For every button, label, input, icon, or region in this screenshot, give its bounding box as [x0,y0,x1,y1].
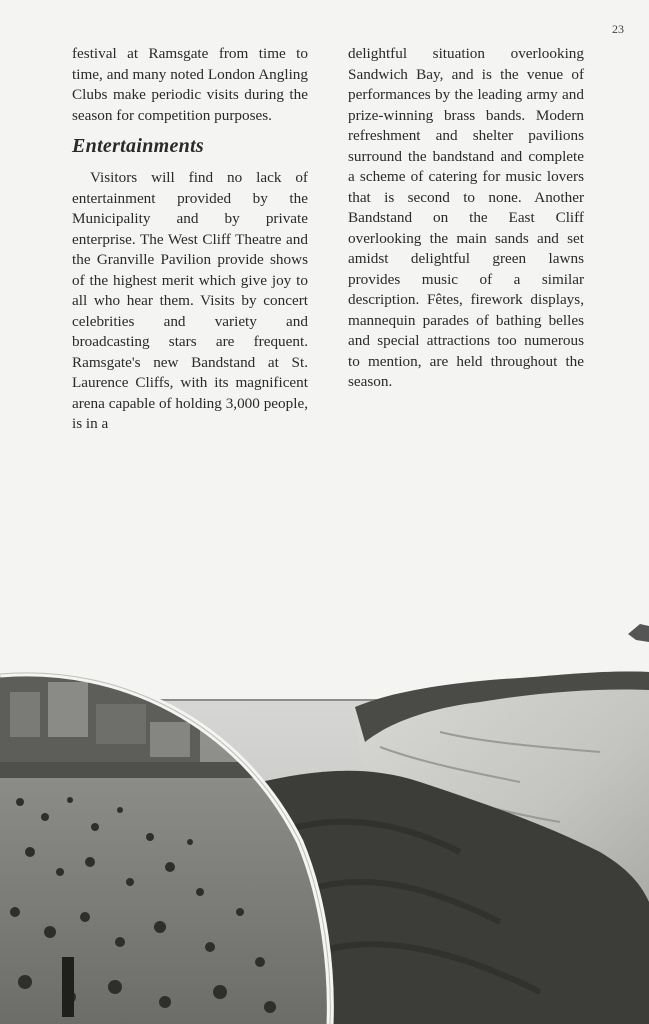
page-number: 23 [612,22,624,36]
right-column [348,44,584,393]
entertainments-paragraph: Visitors will find no lack of entertainment provided by the Municipality and by private enterprise. The West Cliff Theatre and the Granville Pavilion provide shows of the highest merit which give joy to all who hear them. Visits by concert celebrities and variety and broadcasting stars are frequent. Ramsgate's new Bandstand at St. Laurence Cliffs, with its magnificent arena capable of holding 3,000 people, is in a [72,169,308,432]
continued-paragraph: delightful situation overlooking Sandwich Bay, and is the venue of performances by the leading army and prize-winning brass bands. Modern refreshment and shelter pavilions surround the bandstand and complete a scheme of catering for music lovers that is second to none. Another Bandstand on the East Cliff overlooking the main sands and set amidst delightful green lawns provides music of a similar description. Fêtes, firework displays, mannequin parades of bathing belles and special attractions too numerous to mention, are held throughout the season. [348,45,584,390]
intro-paragraph: festival at Ramsgate from time to time, and many noted London Angling Clubs make periodic visits during the season for competition purposes. [72,45,308,124]
photograph-panel [0,612,649,1024]
section-heading: Entertainments [72,135,205,157]
left-column [72,44,308,435]
